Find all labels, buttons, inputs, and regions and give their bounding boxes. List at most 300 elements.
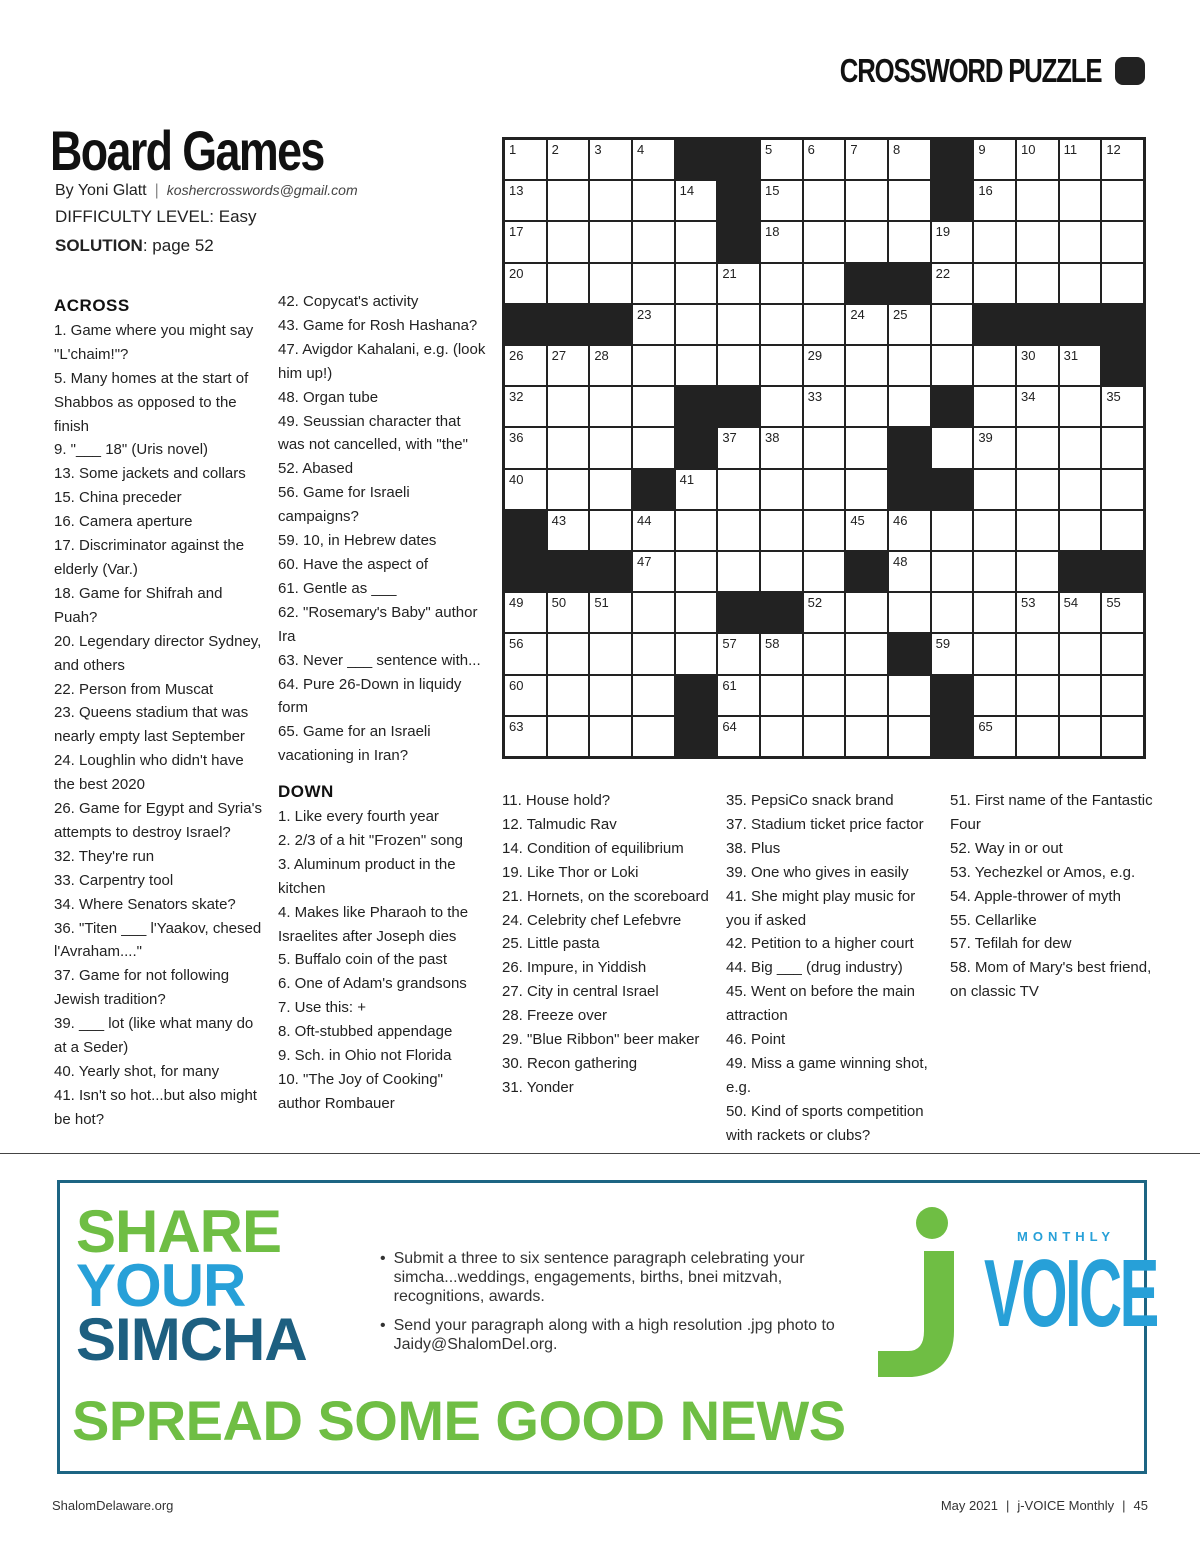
grid-cell[interactable] [548, 511, 589, 550]
grid-block-cell [889, 470, 930, 509]
grid-cell[interactable] [676, 593, 717, 632]
grid-cell[interactable] [676, 511, 717, 550]
grid-cell[interactable] [889, 222, 930, 261]
section-title: CROSSWORD PUZZLE [839, 52, 1101, 89]
clue-item: 36. "Titen ___ l'Yaakov, chesed l'Avraham...." [54, 919, 262, 961]
grid-cell[interactable] [1017, 428, 1058, 467]
grid-cell[interactable] [889, 552, 930, 591]
clue-item: 16. Camera aperture [54, 513, 193, 531]
ad-bullet [380, 1316, 860, 1354]
footer-date: May 2021 [940, 1498, 998, 1513]
grid-cell[interactable] [804, 140, 845, 179]
grid-cell[interactable] [1017, 676, 1058, 715]
grid-cell[interactable] [804, 264, 845, 303]
logo-monthly: MONTHLY [1017, 1229, 1116, 1244]
grid-cell[interactable] [718, 470, 759, 509]
grid-cell[interactable] [505, 470, 546, 509]
grid-cell[interactable] [1017, 593, 1058, 632]
clue-item: 39. ___ lot (like what many do at a Seder) [54, 1015, 254, 1057]
cell-number: 51 [594, 595, 609, 611]
clue-item: 58. Mom of Mary's best friend, on classic TV [950, 959, 1152, 1001]
grid-block-cell [548, 552, 589, 591]
grid-cell[interactable] [1017, 181, 1058, 220]
grid-cell[interactable] [1017, 470, 1058, 509]
grid-cell[interactable] [590, 222, 631, 261]
grid-cell[interactable] [889, 511, 930, 550]
grid-cell[interactable] [590, 593, 631, 632]
cell-number: 61 [722, 677, 737, 693]
footer-separator: | [1122, 1498, 1126, 1513]
grid-cell[interactable] [718, 511, 759, 550]
grid-cell[interactable] [1102, 470, 1143, 509]
clue-item: 55. Cellarlike [950, 911, 1037, 929]
grid-cell[interactable] [590, 428, 631, 467]
cell-number: 14 [679, 183, 695, 199]
byline-separator: | [154, 182, 159, 199]
grid-cell[interactable] [889, 181, 930, 220]
clue-item: 26. Impure, in Yiddish [502, 959, 647, 977]
grid-cell[interactable] [633, 346, 674, 385]
grid-cell[interactable] [889, 387, 930, 426]
grid-cell[interactable] [1060, 222, 1101, 261]
cell-number: 43 [551, 512, 567, 528]
grid-block-cell [932, 181, 973, 220]
cell-number: 21 [722, 265, 737, 281]
grid-cell[interactable] [1102, 264, 1143, 303]
grid-cell[interactable] [932, 511, 973, 550]
down-clue-list-continued [502, 789, 717, 1100]
grid-cell[interactable] [846, 511, 887, 550]
footer-page-number: 45 [1133, 1498, 1148, 1513]
grid-cell[interactable] [548, 428, 589, 467]
cell-number: 56 [509, 636, 524, 652]
grid-cell[interactable] [1060, 140, 1101, 179]
grid-cell[interactable] [1102, 181, 1143, 220]
grid-cell[interactable] [974, 593, 1015, 632]
grid-cell[interactable] [761, 346, 802, 385]
grid-cell[interactable] [846, 717, 887, 756]
grid-cell[interactable] [548, 676, 589, 715]
footer-publication: j-VOICE Monthly [1017, 1498, 1115, 1513]
clue-item: 5. Many homes at the start of Shabbos as opposed to the finish [54, 369, 249, 435]
grid-cell[interactable] [761, 222, 802, 261]
cell-number: 53 [1021, 595, 1036, 611]
down-clue-list [278, 805, 488, 1116]
clue-item: 63. Never ___ sentence with... [278, 651, 481, 669]
grid-cell[interactable] [761, 717, 802, 756]
grid-cell[interactable] [761, 470, 802, 509]
grid-cell[interactable] [932, 346, 973, 385]
grid-cell[interactable] [1102, 387, 1143, 426]
grid-cell[interactable] [505, 346, 546, 385]
grid-cell[interactable] [548, 634, 589, 673]
grid-cell[interactable] [505, 264, 546, 303]
grid-cell[interactable] [974, 346, 1015, 385]
clue-item: 19. Like Thor or Loki [502, 863, 639, 881]
grid-cell[interactable] [548, 222, 589, 261]
grid-block-cell [889, 428, 930, 467]
grid-cell[interactable] [676, 305, 717, 344]
cell-number: 22 [935, 265, 951, 281]
clue-item: 27. City in central Israel [502, 983, 659, 1001]
section-tab-marker [1115, 57, 1145, 85]
grid-cell[interactable] [548, 470, 589, 509]
clue-item: 46. Point [726, 1031, 786, 1049]
grid-cell[interactable] [590, 140, 631, 179]
grid-block-cell [718, 140, 759, 179]
grid-cell[interactable] [590, 470, 631, 509]
grid-cell[interactable] [804, 387, 845, 426]
jvoice-logo [872, 1201, 1157, 1381]
grid-cell[interactable] [718, 305, 759, 344]
grid-cell[interactable] [590, 264, 631, 303]
grid-cell[interactable] [548, 593, 589, 632]
grid-cell[interactable] [804, 305, 845, 344]
cell-number: 27 [551, 348, 567, 363]
grid-block-cell [932, 717, 973, 756]
cell-number: 52 [807, 595, 823, 611]
grid-cell[interactable] [974, 552, 1015, 591]
solution-label: SOLUTION [55, 236, 143, 255]
clue-item: 2. 2/3 of a hit "Frozen" song [278, 831, 463, 849]
grid-cell[interactable] [804, 470, 845, 509]
grid-cell[interactable] [846, 181, 887, 220]
grid-cell[interactable] [804, 428, 845, 467]
grid-cell[interactable] [590, 346, 631, 385]
grid-cell[interactable] [1017, 634, 1058, 673]
grid-cell[interactable] [761, 676, 802, 715]
down-clue-list-continued [726, 789, 941, 1148]
grid-cell[interactable] [548, 346, 589, 385]
cell-number: 1 [509, 142, 517, 157]
grid-cell[interactable] [1017, 717, 1058, 756]
grid-cell[interactable] [676, 264, 717, 303]
grid-cell[interactable] [974, 511, 1015, 550]
grid-cell[interactable] [676, 470, 717, 509]
grid-cell[interactable] [1060, 593, 1101, 632]
clue-item: 52. Way in or out [950, 839, 1063, 857]
grid-cell[interactable] [505, 428, 546, 467]
cell-number: 37 [722, 430, 737, 446]
grid-cell[interactable] [590, 181, 631, 220]
grid-cell[interactable] [633, 305, 674, 344]
clue-item: 3. Aluminum product in the kitchen [278, 855, 456, 897]
grid-block-cell [932, 676, 973, 715]
clue-item: 5. Buffalo coin of the past [278, 951, 448, 969]
grid-cell[interactable] [1060, 634, 1101, 673]
cell-number: 65 [978, 718, 993, 734]
grid-cell[interactable] [804, 593, 845, 632]
grid-cell[interactable] [548, 387, 589, 426]
cell-number: 31 [1063, 348, 1079, 363]
grid-cell[interactable] [932, 634, 973, 673]
clue-item: 21. Hornets, on the scoreboard [502, 887, 709, 905]
grid-cell[interactable] [761, 181, 802, 220]
grid-block-cell [846, 264, 887, 303]
grid-cell[interactable] [633, 552, 674, 591]
grid-cell[interactable] [846, 634, 887, 673]
author: By Yoni Glatt [55, 182, 147, 199]
grid-cell[interactable] [889, 346, 930, 385]
grid-cell[interactable] [846, 428, 887, 467]
grid-cell[interactable] [761, 264, 802, 303]
cell-number: 10 [1021, 142, 1036, 157]
cell-number: 45 [850, 512, 865, 528]
grid-block-cell [1017, 305, 1058, 344]
cell-number: 28 [594, 348, 609, 363]
grid-cell[interactable] [804, 511, 845, 550]
grid-block-cell [974, 305, 1015, 344]
grid-cell[interactable] [1102, 634, 1143, 673]
grid-cell[interactable] [1060, 181, 1101, 220]
grid-cell[interactable] [761, 428, 802, 467]
grid-cell[interactable] [889, 305, 930, 344]
grid-cell[interactable] [505, 222, 546, 261]
cell-number: 44 [637, 512, 652, 528]
cell-number: 24 [850, 306, 865, 322]
grid-cell[interactable] [505, 593, 546, 632]
grid-cell[interactable] [1060, 428, 1101, 467]
grid-cell[interactable] [804, 346, 845, 385]
grid-cell[interactable] [974, 717, 1015, 756]
across-heading: ACROSS [54, 296, 130, 315]
clue-item: 57. Tefilah for dew [950, 935, 1072, 953]
clue-item: 39. One who gives in easily [726, 863, 909, 881]
grid-cell[interactable] [1017, 140, 1058, 179]
footer-separator: | [1005, 1498, 1010, 1513]
clue-item: 50. Kind of sports competition with rackets or clubs? [726, 1102, 924, 1144]
grid-cell[interactable] [846, 470, 887, 509]
grid-cell[interactable] [590, 676, 631, 715]
grid-cell[interactable] [1102, 222, 1143, 261]
clue-item: 37. Stadium ticket price factor [726, 815, 924, 833]
clue-item: 8. Oft-stubbed appendage [278, 1023, 453, 1041]
grid-cell[interactable] [974, 676, 1015, 715]
ad-bullet [380, 1249, 860, 1306]
grid-cell[interactable] [761, 511, 802, 550]
clue-column-2 [278, 290, 488, 1116]
grid-cell[interactable] [633, 387, 674, 426]
grid-cell[interactable] [1017, 387, 1058, 426]
grid-cell[interactable] [846, 140, 887, 179]
clue-item: 51. First name of the Fantastic Four [950, 792, 1153, 833]
grid-cell[interactable] [846, 593, 887, 632]
grid-block-cell [846, 552, 887, 591]
grid-cell[interactable] [1060, 511, 1101, 550]
grid-cell[interactable] [590, 511, 631, 550]
clue-item: 62. "Rosemary's Baby" author Ira [278, 603, 478, 645]
grid-cell[interactable] [974, 264, 1015, 303]
grid-cell[interactable] [1060, 387, 1101, 426]
grid-cell[interactable] [974, 634, 1015, 673]
grid-block-cell [505, 552, 546, 591]
grid-cell[interactable] [718, 428, 759, 467]
grid-block-cell [590, 552, 631, 591]
grid-cell[interactable] [974, 140, 1015, 179]
cell-number: 57 [722, 636, 737, 652]
clue-item: 13. Some jackets and collars [54, 465, 246, 483]
grid-cell[interactable] [1102, 717, 1143, 756]
puzzle-title: Board Games [50, 119, 324, 182]
grid-cell[interactable] [633, 634, 674, 673]
grid-cell[interactable] [1102, 140, 1143, 179]
grid-cell[interactable] [505, 634, 546, 673]
grid-cell[interactable] [1017, 222, 1058, 261]
grid-cell[interactable] [932, 552, 973, 591]
grid-cell[interactable] [804, 552, 845, 591]
grid-cell[interactable] [1017, 264, 1058, 303]
grid-cell[interactable] [1060, 676, 1101, 715]
grid-block-cell [1102, 346, 1143, 385]
grid-cell[interactable] [804, 181, 845, 220]
grid-cell[interactable] [718, 346, 759, 385]
clue-item: 1. Game where you might say "L'chaim!"? [54, 321, 254, 363]
grid-block-cell [676, 428, 717, 467]
grid-cell[interactable] [1060, 346, 1101, 385]
grid-cell[interactable] [804, 676, 845, 715]
grid-cell[interactable] [548, 181, 589, 220]
grid-cell[interactable] [676, 634, 717, 673]
cell-number: 33 [807, 389, 823, 405]
grid-cell[interactable] [974, 387, 1015, 426]
grid-cell[interactable] [1060, 470, 1101, 509]
grid-cell[interactable] [761, 634, 802, 673]
clue-item: 61. Gentle as ___ [278, 579, 397, 597]
grid-cell[interactable] [932, 305, 973, 344]
grid-cell[interactable] [633, 181, 674, 220]
grid-cell[interactable] [718, 264, 759, 303]
clue-column-4 [726, 789, 941, 1148]
grid-cell[interactable] [633, 511, 674, 550]
down-heading: DOWN [278, 782, 334, 802]
clue-item: 18. Game for Shifrah and Puah? [54, 584, 223, 626]
grid-cell[interactable] [718, 717, 759, 756]
grid-cell[interactable] [846, 676, 887, 715]
cell-number: 63 [509, 718, 524, 734]
clue-item: 49. Miss a game winning shot, e.g. [726, 1054, 928, 1096]
grid-block-cell [932, 387, 973, 426]
clue-item: 49. Seussian character that was not cancelled, with "the" [278, 412, 468, 454]
grid-cell[interactable] [633, 717, 674, 756]
grid-cell[interactable] [761, 552, 802, 591]
cell-number: 16 [978, 183, 993, 199]
grid-cell[interactable] [1102, 593, 1143, 632]
cell-number: 29 [807, 348, 823, 363]
grid-cell[interactable] [633, 676, 674, 715]
grid-cell[interactable] [974, 470, 1015, 509]
grid-cell[interactable] [590, 634, 631, 673]
grid-cell[interactable] [505, 387, 546, 426]
clue-item: 25. Little pasta [502, 935, 600, 953]
logo-voice: VOICE [984, 1240, 1157, 1347]
grid-cell[interactable] [718, 552, 759, 591]
clue-item: 56. Game for Israeli campaigns? [278, 484, 410, 526]
grid-cell[interactable] [718, 634, 759, 673]
grid-cell[interactable] [633, 140, 674, 179]
grid-cell[interactable] [633, 428, 674, 467]
cell-number: 49 [509, 595, 524, 611]
grid-cell[interactable] [633, 264, 674, 303]
grid-cell[interactable] [1102, 676, 1143, 715]
across-clue-list-continued [278, 290, 488, 768]
grid-cell[interactable] [505, 717, 546, 756]
grid-cell[interactable] [846, 305, 887, 344]
grid-cell[interactable] [1017, 346, 1058, 385]
grid-cell[interactable] [676, 222, 717, 261]
grid-cell[interactable] [548, 140, 589, 179]
grid-cell[interactable] [676, 552, 717, 591]
grid-cell[interactable] [548, 717, 589, 756]
grid-cell[interactable] [761, 140, 802, 179]
clue-item: 42. Copycat's activity [278, 293, 419, 310]
clue-item: 12. Talmudic Rav [502, 815, 617, 833]
grid-cell[interactable] [804, 634, 845, 673]
grid-cell[interactable] [974, 222, 1015, 261]
grid-cell[interactable] [932, 428, 973, 467]
grid-cell[interactable] [974, 428, 1015, 467]
clue-item: 37. Game for not following Jewish tradition? [54, 967, 230, 1009]
grid-cell[interactable] [676, 346, 717, 385]
grid-cell[interactable] [889, 717, 930, 756]
grid-cell[interactable] [889, 593, 930, 632]
clue-item: 41. She might play music for you if asked [726, 887, 916, 929]
grid-cell[interactable] [1060, 264, 1101, 303]
grid-cell[interactable] [505, 676, 546, 715]
grid-block-cell [932, 470, 973, 509]
grid-cell[interactable] [761, 305, 802, 344]
grid-cell[interactable] [932, 264, 973, 303]
grid-cell[interactable] [1017, 552, 1058, 591]
clue-item: 33. Carpentry tool [54, 871, 174, 889]
grid-cell[interactable] [1060, 717, 1101, 756]
grid-cell[interactable] [548, 264, 589, 303]
grid-cell[interactable] [1017, 511, 1058, 550]
cell-number: 38 [765, 430, 780, 446]
grid-cell[interactable] [1102, 511, 1143, 550]
down-clue-list-continued [950, 789, 1160, 1004]
grid-cell[interactable] [846, 222, 887, 261]
grid-cell[interactable] [718, 676, 759, 715]
grid-cell[interactable] [889, 140, 930, 179]
grid-block-cell [676, 387, 717, 426]
grid-cell[interactable] [974, 181, 1015, 220]
grid-cell[interactable] [676, 181, 717, 220]
grid-cell[interactable] [761, 387, 802, 426]
grid-cell[interactable] [1102, 428, 1143, 467]
clue-item: 47. Avigdor Kahalani, e.g. (look him up!) [278, 340, 486, 382]
grid-block-cell [1102, 552, 1143, 591]
grid-cell[interactable] [590, 387, 631, 426]
grid-block-cell [633, 470, 674, 509]
grid-cell[interactable] [846, 346, 887, 385]
across-clue-list [54, 319, 264, 1132]
cell-number: 54 [1063, 595, 1079, 611]
grid-cell[interactable] [633, 222, 674, 261]
grid-cell[interactable] [505, 181, 546, 220]
grid-cell[interactable] [590, 717, 631, 756]
grid-cell[interactable] [804, 717, 845, 756]
ad-bullet-text: Send your paragraph along with a high resolution .jpg photo to Jaidy@ShalomDel.org. [393, 1317, 835, 1353]
ad-tagline: SPREAD SOME GOOD NEWS [72, 1389, 846, 1452]
grid-cell[interactable] [932, 593, 973, 632]
grid-cell[interactable] [932, 222, 973, 261]
grid-cell[interactable] [804, 222, 845, 261]
grid-cell[interactable] [633, 593, 674, 632]
grid-cell[interactable] [846, 387, 887, 426]
grid-cell[interactable] [889, 676, 930, 715]
grid-cell[interactable] [505, 140, 546, 179]
solution-reference [55, 236, 214, 256]
